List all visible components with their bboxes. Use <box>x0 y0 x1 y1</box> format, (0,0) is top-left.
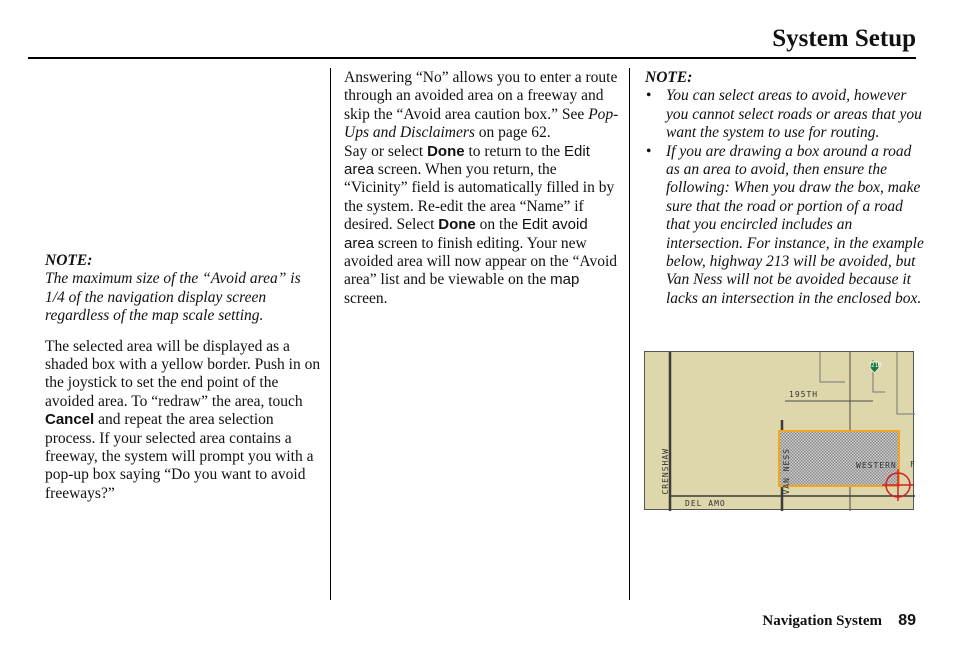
paragraph-text: on page 62. <box>478 124 551 142</box>
note-heading: NOTE: <box>45 252 93 269</box>
header-rule <box>28 57 916 59</box>
done-label: Done <box>438 216 476 234</box>
note-heading: NOTE: <box>645 69 693 86</box>
avoid-area-box <box>779 431 899 486</box>
paragraph-text: on the <box>479 216 518 234</box>
footer-section: Navigation System <box>762 613 882 629</box>
list-item: • If you are drawing a box around a road as an area to avoid, then ensure the following: When you draw the box, make sure that the road or portion of a road that you encircled includes an intersection. For instance, in the example below, highway 213 will be avoided, but Van Ness will not be avoided because it lacks an intersection in the enclosed box. <box>645 143 925 309</box>
map-figure <box>644 351 914 510</box>
paragraph-text: and repeat the area selection process. If your selected area contains a freeway, the system will prompt you with a pop-up box saying “Do you want to avoid freeways?” <box>45 411 314 502</box>
column-middle <box>344 69 620 308</box>
street-minor <box>897 352 915 414</box>
map-graphic <box>645 352 915 511</box>
map-label: map <box>550 271 580 289</box>
paragraph-text: Answering “No” allows you to enter a route through an avoided area on a freeway and skip the “Avoid area caution box.” See <box>344 69 618 123</box>
street-label-van-ness: VAN NESS <box>782 448 791 495</box>
paragraph-text: screen. <box>344 289 388 307</box>
paragraph-selected-area <box>45 338 321 504</box>
highway-shield-label: 213 <box>871 362 882 369</box>
cancel-label: Cancel <box>45 411 95 429</box>
street-label-crenshaw: CRENSHAW <box>661 448 670 495</box>
note-body: The maximum size of the “Avoid area” is 1/4 of the navigation display screen regardless of the map scale setting. <box>45 270 301 325</box>
column-divider <box>629 68 630 600</box>
column-divider <box>330 68 331 600</box>
done-label: Done <box>427 142 465 160</box>
paragraph-text: The selected area will be displayed as a shaded box with a yellow border. Push in on the joystick to set the end point of the avoided area. To “redraw” the area, touch <box>45 337 321 410</box>
paragraph-text: Say or select <box>344 142 424 160</box>
paragraph-text: to return to the <box>468 142 561 160</box>
edit-area-label: Edit area <box>344 142 590 179</box>
paragraph-text: screen to finish editing. Your new avoided area will now appear on the “Avoid area” list and be viewable on the <box>344 234 618 289</box>
street-label-western: WESTERN <box>856 461 897 470</box>
paragraph-done <box>344 143 620 309</box>
column-left <box>45 252 321 503</box>
street-minor <box>820 352 845 382</box>
list-item: • You can select areas to avoid, however you cannot select roads or areas that you want the system to use for routing. <box>645 87 925 142</box>
street-label-edge: F <box>910 460 916 469</box>
edit-avoid-area-label: Edit avoid area <box>344 216 588 252</box>
column-right <box>645 69 925 308</box>
paragraph-answering <box>344 69 620 143</box>
cross-reference: Pop-Ups and Disclaimers <box>344 105 619 142</box>
page-title: System Setup <box>772 25 916 52</box>
street-label-del-amo: DEL AMO <box>685 499 726 508</box>
street-label-195th: 195TH <box>789 390 819 399</box>
paragraph-text: screen. When you return, the “Vicinity” field is automatically filled in by the system. Re-edit the area “Name” if desired. Select <box>344 161 615 234</box>
page-number: 89 <box>898 612 916 629</box>
note-list <box>645 87 925 308</box>
